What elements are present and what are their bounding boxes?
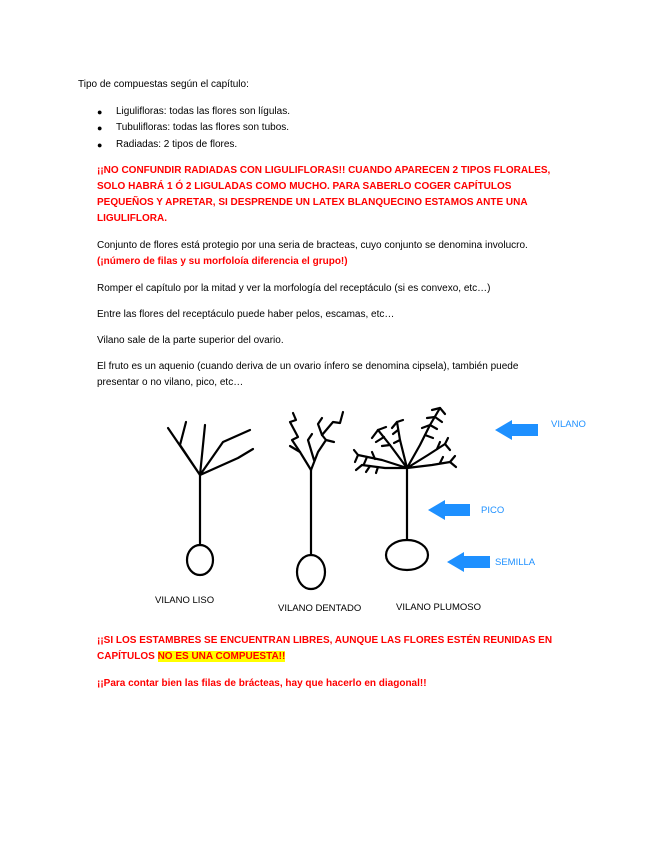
fruto-text: El fruto es un aquenio (cuando deriva de un ovario ínfero se denomina cipsela), también puede (97, 361, 519, 372)
label-vilano-dentado: VILANO DENTADO (278, 603, 362, 614)
label-pico: PICO (481, 505, 505, 516)
label-vilano-liso: VILANO LISO (155, 595, 215, 606)
warning-prefix: CAPÍTULOS (97, 651, 158, 662)
warning-line: LIGULIFLORA. (97, 213, 167, 224)
warning-diagonal: ¡¡Para contar bien las ﬁlas de brácteas, hay que hacerlo en diagonal!! (97, 678, 427, 689)
bullet-icon: ● (97, 140, 103, 150)
warning-line: ¡¡NO CONFUNDIR RADIADAS CON LIGULIFLORAS!! CUANDO APARECEN 2 TIPOS FLORALES, (97, 165, 551, 176)
heading: Tipo de compuestas según el capítulo: (78, 79, 249, 90)
bullet-item: Tubuliﬂoras: todas las ﬂores son tubos. (116, 122, 290, 133)
involucro-note: (¡número de ﬁlas y su morfoloía diferencia el grupo!) (97, 256, 348, 267)
warning-line: SOLO HABRÁ 1 Ó 2 LIGULADAS COMO MUCHO. PARA SABERLO COGER CAPÍTULOS (97, 181, 512, 192)
warning-line: PEQUEÑOS Y APRETAR, SI DESPRENDE UN LATEX BLANQUECINO ESTAMOS ANTE UNA (97, 197, 528, 208)
bullet-icon: ● (97, 107, 103, 117)
involucro-text: Conjunto de ﬂores está protegio por una seria de bracteas, cuyo conjunto se denomina involucro. (97, 240, 528, 251)
label-semilla: SEMILLA (495, 557, 536, 568)
bullet-item: Liguliﬂoras: todas las ﬂores son lígulas. (116, 106, 290, 117)
vilano-plumoso-figure (354, 408, 456, 570)
fruto-text: presentar o no vilano, pico, etc… (97, 377, 244, 388)
vilano-liso-figure (168, 422, 253, 575)
label-vilano-plumoso: VILANO PLUMOSO (396, 602, 481, 613)
receptaculo-text: Romper el capítulo por la mitad y ver la morfología del receptáculo (si es convexo, etc…) (97, 283, 491, 294)
pelos-text: Entre las ﬂores del receptáculo puede haber pelos, escamas, etc… (97, 309, 395, 320)
warning-estambres-line2 (97, 649, 285, 665)
vilano-dentado-figure (290, 412, 343, 589)
arrow-pico (428, 500, 470, 520)
warning-estambres: ¡¡SI LOS ESTAMBRES SE ENCUENTRAN LIBRES, AUNQUE LAS FLORES ESTÉN REUNIDAS EN (97, 635, 553, 646)
label-vilano: VILANO (551, 419, 586, 430)
arrow-semilla (447, 552, 490, 572)
bullet-item: Radiadas: 2 tipos de ﬂores. (116, 139, 238, 150)
vilano-diagram (150, 400, 610, 620)
bullet-icon: ● (97, 123, 103, 133)
vilano-text: Vilano sale de la parte superior del ovario. (97, 335, 284, 346)
arrow-vilano (495, 420, 538, 440)
highlighted-warning: NO ES UNA COMPUESTA!! (157, 651, 286, 662)
